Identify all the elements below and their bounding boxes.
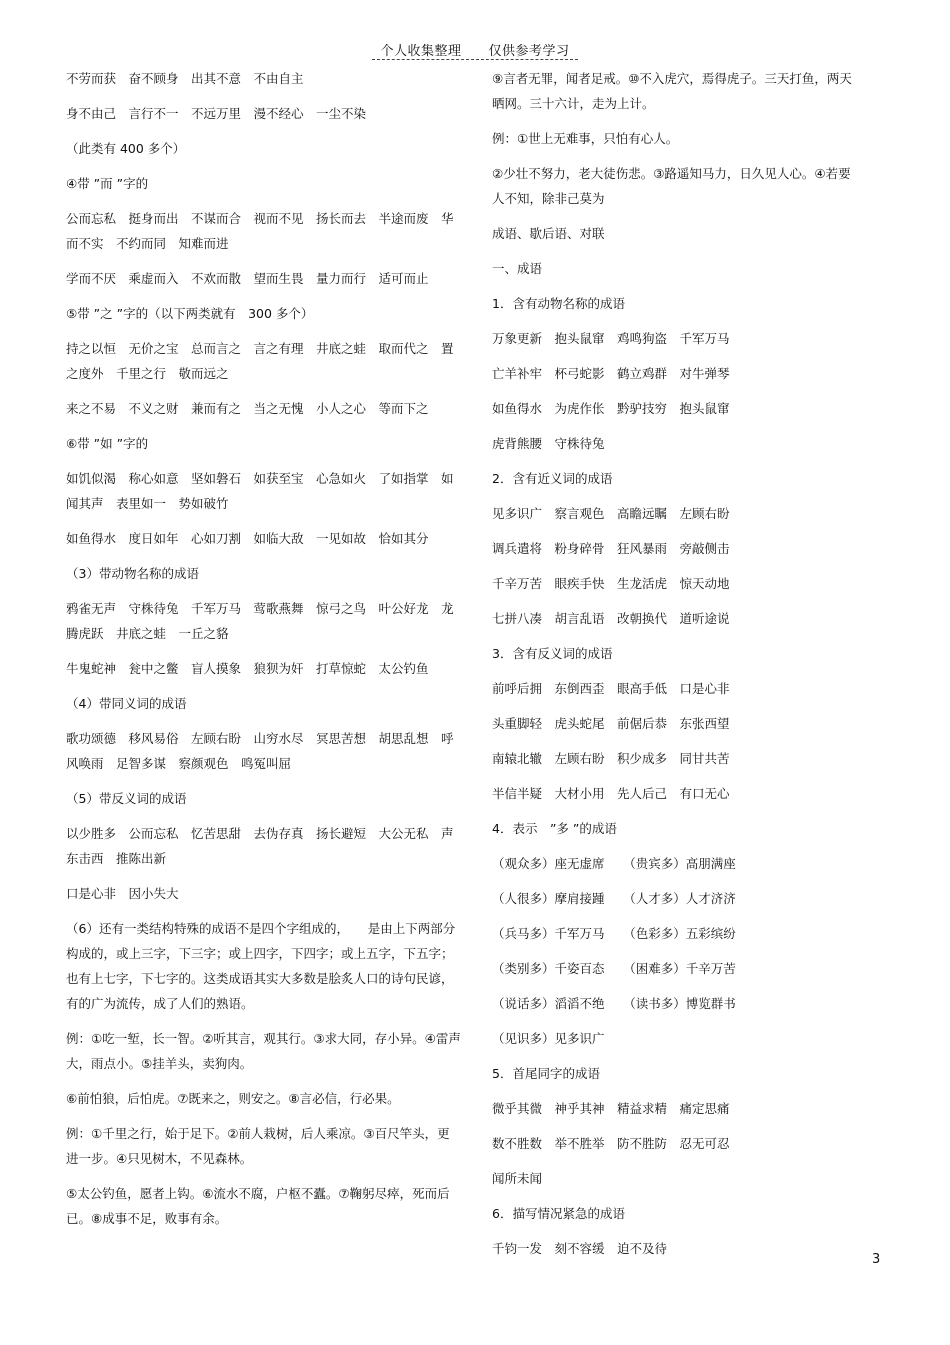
- section-heading: 成语、歇后语、对联: [492, 226, 605, 241]
- paragraph: ②少壮不努力，老大徒伤悲。③路遥知马力，日久见人心。④若要人不知，除非己莫为: [492, 166, 851, 206]
- paragraph: 口是心非 因小失大: [66, 886, 179, 901]
- section-heading: （3）带动物名称的成语: [66, 566, 199, 581]
- paragraph: 亡羊补牢 杯弓蛇影 鹤立鸡群 对牛弹琴: [492, 366, 730, 381]
- paragraph: 如鱼得水 为虎作伥 黔驴技穷 抱头鼠窜: [492, 401, 730, 416]
- paragraph: 公而忘私 挺身而出 不谋而合 视而不见 扬长而去 半途而废 华而不实 不约而同 知难而进: [66, 211, 454, 251]
- page-number: 3: [872, 1252, 881, 1267]
- paragraph: 歌功颂德 移风易俗 左顾右盼 山穷水尽 冥思苦想 胡思乱想 呼风唤雨 足智多谋 察颜观色 鸣冤叫屈: [66, 731, 454, 771]
- paragraph: 例：①千里之行，始于足下。②前人栽树，后人乘凉。③百尺竿头，更进一步。④只见树木，不见森林。: [66, 1126, 450, 1166]
- paragraph: 千钧一发 刻不容缓 迫不及待: [492, 1241, 668, 1256]
- paragraph: 头重脚轻 虎头蛇尾 前倨后恭 东张西望: [492, 716, 730, 731]
- paragraph: 虎背熊腰 守株待兔: [492, 436, 605, 451]
- paragraph: 南辕北辙 左顾右盼 积少成多 同甘共苦: [492, 751, 730, 766]
- paragraph: 七拼八凑 胡言乱语 改朝换代 道听途说: [492, 611, 730, 626]
- paragraph: ⑤太公钓鱼，愿者上钩。⑥流水不腐，户枢不蠹。⑦鞠躬尽瘁，死而后已。⑧成事不足，败事有余。: [66, 1186, 450, 1226]
- paragraph: ⑥前怕狼，后怕虎。⑦既来之，则安之。⑧言必信，行必果。: [66, 1091, 400, 1106]
- paragraph: 前呼后拥 东倒西歪 眼高手低 口是心非: [492, 681, 730, 696]
- section-heading: 6．描写情况紧急的成语: [492, 1206, 625, 1221]
- right-column: [492, 66, 852, 1261]
- paragraph: 例：①吃一堑，长一智。②听其言，观其行。③求大同，存小异。④雷声大，雨点小。⑤挂羊头，卖狗肉。: [66, 1031, 461, 1071]
- paragraph: 身不由己 言行不一 不远万里 漫不经心 一尘不染: [66, 106, 367, 121]
- left-column: [66, 66, 461, 1231]
- paragraph: 如饥似渴 称心如意 坚如磐石 如获至宝 心急如火 了如指掌 如闻其声 表里如一 势如破竹: [66, 471, 454, 511]
- paragraph: （6）还有一类结构特殊的成语不是四个字组成的， 是由上下两部分构成的，或上三字，下三字；或上四字，下四字；或上五字，下五字；也有上七字，下七字的。这类成语其实大多数是脍炙人口的诗句民谚，有的广为流传，成了人们的熟语。: [66, 921, 456, 1011]
- section-heading: （4）带同义词的成语: [66, 696, 187, 711]
- paragraph: 学而不厌 乘虚而入 不欢而散 望而生畏 量力而行 适可而止: [66, 271, 429, 286]
- paragraph: （观众多）座无虚席 （贵宾多）高朋满座: [492, 856, 736, 871]
- paragraph: 例：①世上无难事，只怕有心人。: [492, 131, 679, 146]
- paragraph: 如鱼得水 度日如年 心如刀割 如临大敌 一见如故 恰如其分: [66, 531, 429, 546]
- paragraph: 半信半疑 大材小用 先人后己 有口无心: [492, 786, 730, 801]
- paragraph: （此类有 400 多个）: [66, 141, 186, 156]
- section-heading: ④带 ”而 ”字的: [66, 176, 149, 191]
- page-header: [0, 40, 950, 60]
- paragraph: 见多识广 察言观色 高瞻远瞩 左顾右盼: [492, 506, 730, 521]
- paragraph: 微乎其微 神乎其神 精益求精 痛定思痛: [492, 1101, 730, 1116]
- paragraph: （见识多）见多识广: [492, 1031, 605, 1046]
- section-heading: ⑥带 ”如 ”字的: [66, 436, 149, 451]
- paragraph: 不劳而获 奋不顾身 出其不意 不由自主: [66, 71, 304, 86]
- paragraph: 千辛万苦 眼疾手快 生龙活虎 惊天动地: [492, 576, 730, 591]
- header-text: 个人收集整理 仅供参考学习: [372, 40, 577, 60]
- section-heading: 一、成语: [492, 261, 543, 276]
- paragraph: 鸦雀无声 守株待兔 千军万马 莺歌燕舞 惊弓之鸟 叶公好龙 龙腾虎跃 井底之蛙 一丘之貉: [66, 601, 454, 641]
- paragraph: 以少胜多 公而忘私 忆苦思甜 去伪存真 扬长避短 大公无私 声东击西 推陈出新: [66, 826, 454, 866]
- section-heading: （5）带反义词的成语: [66, 791, 187, 806]
- paragraph: 数不胜数 举不胜举 防不胜防 忍无可忍: [492, 1136, 730, 1151]
- paragraph: 闻所未闻: [492, 1171, 543, 1186]
- paragraph: （类别多）千姿百态 （困难多）千辛万苦: [492, 961, 736, 976]
- paragraph: 来之不易 不义之财 兼而有之 当之无愧 小人之心 等而下之: [66, 401, 429, 416]
- paragraph: 持之以恒 无价之宝 总而言之 言之有理 井底之蛙 取而代之 置之度外 千里之行 敬而远之: [66, 341, 454, 381]
- section-heading: 5．首尾同字的成语: [492, 1066, 600, 1081]
- section-heading: ⑤带 ”之 ”字的（以下两类就有 300 多个）: [66, 306, 314, 321]
- paragraph: （兵马多）千军万马 （色彩多）五彩缤纷: [492, 926, 736, 941]
- section-heading: 3．含有反义词的成语: [492, 646, 613, 661]
- section-heading: 1．含有动物名称的成语: [492, 296, 625, 311]
- paragraph: （说话多）滔滔不绝 （读书多）博览群书: [492, 996, 736, 1011]
- section-heading: 2．含有近义词的成语: [492, 471, 613, 486]
- paragraph: （人很多）摩肩接踵 （人才多）人才济济: [492, 891, 736, 906]
- paragraph: 万象更新 抱头鼠窜 鸡鸣狗盗 千军万马: [492, 331, 730, 346]
- section-heading: 4．表示 ”多 ”的成语: [492, 821, 617, 836]
- paragraph: ⑨言者无罪，闻者足戒。⑩不入虎穴，焉得虎子。三天打鱼，两天晒网。三十六计，走为上计。: [492, 71, 852, 111]
- paragraph: 调兵遣将 粉身碎骨 狂风暴雨 旁敲侧击: [492, 541, 730, 556]
- paragraph: 牛鬼蛇神 瓮中之鳖 盲人摸象 狼狈为奸 打草惊蛇 太公钓鱼: [66, 661, 429, 676]
